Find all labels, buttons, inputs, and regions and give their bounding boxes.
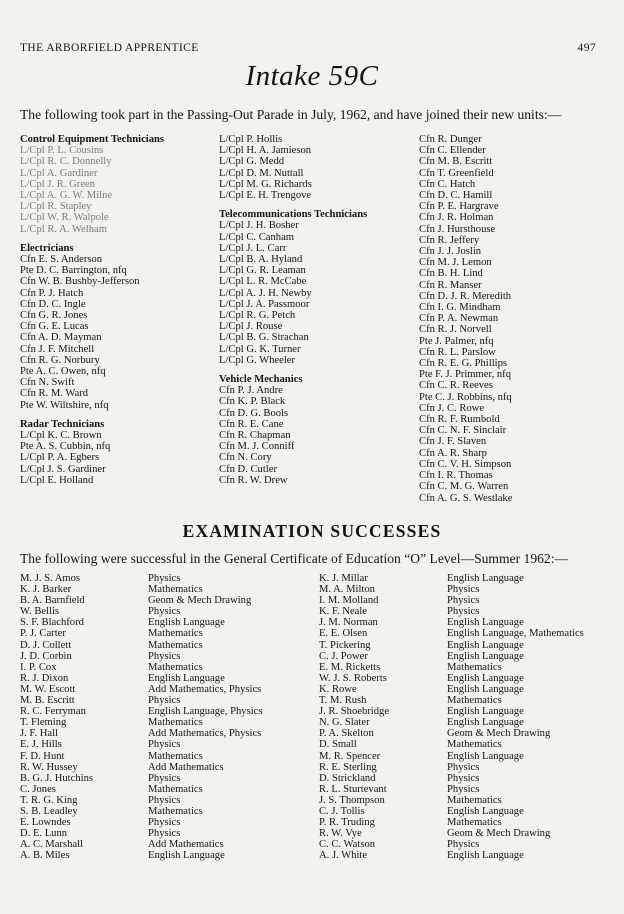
candidate-name: M. B. Escritt (20, 695, 75, 707)
apprentice-entry: Cfn M. J. Lemon (419, 257, 492, 269)
intake-column-3 (419, 134, 619, 504)
candidate-subjects: Physics (148, 739, 181, 751)
candidate-subjects: English Language (447, 573, 524, 584)
candidate-name: C. Jones (20, 783, 56, 795)
candidate-subjects: Mathematics (148, 661, 203, 673)
unit-heading: Vehicle Mechanics (219, 374, 303, 386)
apprentice-entry: L/Cpl G. Medd (219, 156, 285, 168)
candidate-subjects: Mathematics (148, 639, 203, 651)
candidate-name: K. J. Millar (319, 573, 368, 584)
candidate-name: E. Lowndes (20, 817, 71, 829)
apprentice-entry: Cfn N. Cory (219, 452, 272, 464)
candidate-name: N. G. Slater (319, 717, 370, 729)
candidate-name: E. J. Hills (20, 739, 62, 751)
section-gap (20, 235, 220, 243)
apprentice-entry: Cfn R. G. Norbury (20, 354, 100, 366)
apprentice-entry: L/Cpl A. G. W. Milne (20, 190, 113, 202)
candidate-subjects: Physics (447, 839, 480, 851)
section-gap (219, 201, 419, 209)
candidate-name: T. Fleming (20, 717, 67, 729)
apprentice-entry: Cfn D. J. R. Meredith (419, 290, 512, 302)
apprentice-entry: Cfn M. B. Escritt (419, 156, 493, 168)
apprentice-entry: Cfn C. Ellender (419, 145, 486, 157)
apprentice-entry: Cfn A. D. Mayman (20, 332, 102, 344)
candidate-subjects: Mathematics (148, 717, 203, 729)
apprentice-entry: Cfn J. Hursthouse (419, 223, 496, 235)
apprentice-entry: Cfn N. Swift (20, 377, 75, 389)
candidate-subjects: Physics (447, 783, 480, 795)
apprentice-entry: L/Cpl E. H. Trengove (219, 190, 312, 202)
apprentice-entry: Cfn R. E. G. Phillips (419, 358, 507, 370)
apprentice-entry: Cfn C. N. F. Sinclair (419, 425, 507, 437)
exam-left-names (20, 573, 148, 861)
candidate-name: B. G. J. Hutchins (20, 772, 93, 784)
candidate-name: I. M. Molland (319, 595, 379, 607)
candidate-subjects: Add Mathematics, Physics (148, 683, 262, 695)
apprentice-entry: Pte D. C. Barrington, nfq (20, 265, 127, 277)
candidate-subjects: Physics (148, 817, 181, 829)
candidate-subjects: Add Mathematics (148, 761, 224, 773)
apprentice-entry: L/Cpl G. R. Leaman (219, 265, 306, 277)
apprentice-entry: L/Cpl R. A. Welham (20, 223, 107, 235)
apprentice-entry: Cfn K. P. Black (219, 396, 286, 408)
candidate-subjects: English Language, Physics (148, 706, 263, 718)
candidate-name: A. C. Marshall (20, 839, 83, 851)
candidate-name: J. M. Norman (319, 617, 378, 629)
candidate-name: R. J. Dixon (20, 672, 69, 684)
candidate-subjects: Physics (148, 794, 181, 806)
publication-title: THE ARBORFIELD APPRENTICE (20, 42, 199, 54)
apprentice-entry: Cfn C. V. H. Simpson (419, 458, 512, 470)
candidate-subjects: Mathematics (148, 628, 203, 640)
candidate-subjects: Geom & Mech Drawing (148, 595, 252, 607)
candidate-name: D. E. Lunn (20, 828, 68, 840)
apprentice-entry: L/Cpl J. Rouse (219, 321, 283, 333)
candidate-name: K. J. Barker (20, 584, 72, 596)
candidate-name: J. R. Shoebridge (319, 706, 390, 718)
candidate-subjects: Mathematics (148, 750, 203, 762)
apprentice-entry: Cfn R. Manser (419, 279, 482, 291)
candidate-name: A. B. Miles (20, 850, 70, 862)
apprentice-entry: Cfn G. E. Lucas (20, 321, 89, 333)
candidate-name: T. Pickering (319, 639, 371, 651)
apprentice-entry: L/Cpl R. C. Donnelly (20, 156, 112, 168)
apprentice-entry: Cfn R. F. Rumbold (419, 414, 500, 426)
apprentice-entry: L/Cpl A. Gardiner (20, 167, 98, 179)
candidate-subjects: Physics (148, 695, 181, 707)
candidate-name: C. J. Power (319, 650, 368, 662)
apprentice-entry: Cfn R. E. Cane (219, 418, 284, 430)
apprentice-entry: L/Cpl B. A. Hyland (219, 254, 303, 266)
apprentice-entry: L/Cpl P. Hollis (219, 134, 283, 145)
apprentice-entry: Cfn J. F. Mitchell (20, 343, 95, 355)
intake-column-1 (20, 134, 220, 486)
apprentice-entry: Cfn J. F. Slaven (419, 436, 487, 448)
candidate-subjects: English Language (447, 850, 524, 862)
candidate-name: D. J. Collett (20, 639, 72, 651)
apprentice-entry: L/Cpl J. L. Carr (219, 242, 287, 254)
candidate-subjects: English Language (148, 850, 225, 862)
apprentice-entry: Pte W. Wiltshire, nfq (20, 399, 109, 411)
apprentice-entry: L/Cpl J. H. Bosher (219, 220, 299, 232)
apprentice-entry: Pte J. Palmer, nfq (419, 335, 494, 347)
candidate-subjects: English Language (447, 683, 524, 695)
apprentice-entry: Cfn R. W. Drew (219, 474, 288, 486)
candidate-subjects: English Language (447, 639, 524, 651)
candidate-subjects: English Language (447, 617, 524, 629)
apprentice-entry: Pte C. J. Robbins, nfq (419, 391, 512, 403)
candidate-subjects: Mathematics (447, 794, 502, 806)
apprentice-entry: Pte F. J. Primmer, nfq (419, 369, 512, 381)
intake-intro: The following took part in the Passing-Out Parade in July, 1962, and have joined their new units:— (20, 107, 562, 122)
apprentice-entry: L/Cpl A. J. H. Newby (219, 287, 312, 299)
candidate-name: W. J. S. Roberts (319, 672, 387, 684)
candidate-name: S. F. Blachford (20, 617, 84, 629)
candidate-subjects: English Language (447, 706, 524, 718)
apprentice-entry: L/Cpl L. R. McCabe (219, 276, 307, 288)
apprentice-entry: Cfn R. Dunger (419, 134, 482, 145)
apprentice-entry: L/Cpl K. C. Brown (20, 430, 102, 442)
candidate-name: R. W. Vye (319, 828, 362, 840)
candidate-subjects: English Language, Mathematics (447, 628, 584, 640)
candidate-name: K. Rowe (319, 683, 357, 695)
apprentice-entry: Cfn G. R. Jones (20, 310, 88, 322)
candidate-subjects: English Language (447, 750, 524, 762)
candidate-subjects: Mathematics (447, 661, 502, 673)
candidate-name: E. E. Olsen (319, 628, 368, 640)
candidate-subjects: Mathematics (447, 739, 502, 751)
candidate-name: E. M. Ricketts (319, 661, 381, 673)
candidate-name: S. B. Leadley (20, 805, 78, 817)
candidate-subjects: Physics (447, 761, 480, 773)
exam-right-names (319, 573, 447, 861)
candidate-subjects: Mathematics (148, 783, 203, 795)
apprentice-entry: L/Cpl J. S. Gardiner (20, 463, 106, 475)
apprentice-entry: Cfn P. J. Hatch (20, 287, 84, 299)
apprentice-entry: Cfn A. G. S. Westlake (419, 492, 513, 504)
candidate-name: D. Small (319, 739, 357, 751)
section-gap (20, 411, 220, 419)
apprentice-entry: Cfn R. Chapman (219, 430, 291, 442)
candidate-name: R. W. Hussey (20, 761, 78, 773)
candidate-name: B. A. Barnfield (20, 595, 85, 607)
candidate-name: T. M. Rush (319, 695, 367, 707)
candidate-subjects: English Language (447, 672, 524, 684)
candidate-subjects: English Language (148, 672, 225, 684)
apprentice-entry: L/Cpl H. A. Jamieson (219, 145, 312, 157)
candidate-subjects: English Language (447, 650, 524, 662)
apprentice-entry: L/Cpl B. G. Strachan (219, 332, 309, 344)
candidate-name: J. S. Thompson (319, 794, 385, 806)
candidate-subjects: Physics (447, 772, 480, 784)
apprentice-entry: L/Cpl G. K. Turner (219, 343, 301, 355)
apprentice-entry: L/Cpl G. Wheeler (219, 354, 295, 366)
section-gap (219, 366, 419, 374)
apprentice-entry: Cfn W. B. Bushby-Jefferson (20, 276, 140, 288)
apprentice-entry: Cfn M. J. Conniff (219, 441, 295, 453)
candidate-name: P. A. Skelton (319, 728, 374, 740)
apprentice-entry: L/Cpl C. Canham (219, 231, 295, 243)
candidate-subjects: Physics (447, 606, 480, 618)
apprentice-entry: Cfn D. G. Bools (219, 407, 289, 419)
candidate-subjects: Mathematics (447, 817, 502, 829)
unit-heading: Radar Technicians (20, 418, 105, 430)
apprentice-entry: Cfn A. R. Sharp (419, 447, 487, 459)
candidate-subjects: Mathematics (148, 805, 203, 817)
apprentice-entry: Pte A. S. Cubbin, nfq (20, 441, 111, 453)
exam-intro: The following were successful in the General Certificate of Education “O” Level—Summer 1962:— (20, 551, 569, 566)
candidate-name: F. D. Hunt (20, 750, 65, 762)
candidate-name: J. F. Hall (20, 728, 58, 740)
apprentice-entry: Cfn D. C. Ingle (20, 298, 86, 310)
exam-section-title: EXAMINATION SUCCESSES (182, 521, 442, 541)
apprentice-entry: Cfn D. Cutler (219, 463, 277, 475)
exam-right-subjects (447, 573, 622, 861)
candidate-subjects: Geom & Mech Drawing (447, 828, 551, 840)
candidate-subjects: English Language (447, 805, 524, 817)
candidate-name: M. R. Spencer (319, 750, 381, 762)
apprentice-entry: L/Cpl R. Stapley (20, 201, 92, 213)
apprentice-entry: Cfn C. R. Reeves (419, 380, 493, 392)
candidate-subjects: English Language (447, 717, 524, 729)
candidate-subjects: Physics (148, 606, 181, 618)
candidate-subjects: Physics (148, 573, 181, 584)
apprentice-entry: Cfn R. L. Parslow (419, 346, 496, 358)
candidate-subjects: Mathematics (148, 584, 203, 596)
apprentice-entry: Pte A. C. Owen, nfq (20, 366, 106, 378)
candidate-subjects: Geom & Mech Drawing (447, 728, 551, 740)
page-title: Intake 59C (245, 60, 379, 92)
apprentice-entry: L/Cpl J. A. Passmoor (219, 298, 310, 310)
apprentice-entry: Cfn E. S. Anderson (20, 254, 103, 266)
unit-heading: Telecommunications Technicians (219, 209, 368, 221)
candidate-name: M. J. S. Amos (20, 573, 81, 584)
candidate-subjects: Physics (148, 772, 181, 784)
intake-column-2 (219, 134, 419, 486)
candidate-name: D. Strickland (319, 772, 376, 784)
candidate-name: C. J. Tollis (319, 805, 365, 817)
apprentice-entry: Cfn J. R. Holman (419, 212, 494, 224)
apprentice-entry: Cfn J. C. Rowe (419, 402, 485, 414)
apprentice-entry: Cfn D. C. Hamill (419, 190, 493, 202)
apprentice-entry: Cfn P. E. Hargrave (419, 201, 499, 213)
apprentice-entry: Cfn T. Greenfield (419, 167, 494, 179)
candidate-name: M. W. Escott (20, 683, 76, 695)
candidate-name: W. Bellis (20, 606, 60, 618)
candidate-name: R. L. Sturtevant (319, 783, 387, 795)
apprentice-entry: Cfn I. G. Mindham (419, 302, 501, 314)
apprentice-entry: Cfn P. J. Andre (219, 385, 283, 397)
candidate-name: R. E. Sterling (319, 761, 377, 773)
candidate-name: M. A. Milton (319, 584, 375, 596)
unit-heading: Electricians (20, 242, 74, 254)
apprentice-entry: L/Cpl R. G. Petch (219, 310, 296, 322)
apprentice-entry: L/Cpl J. R. Green (20, 178, 96, 190)
candidate-subjects: Mathematics (447, 695, 502, 707)
apprentice-entry: Cfn P. A. Newman (419, 313, 499, 325)
candidate-name: I. P. Cox (20, 661, 57, 673)
candidate-name: T. R. G. King (20, 794, 78, 806)
candidate-subjects: Physics (148, 828, 181, 840)
apprentice-entry: Cfn C. Hatch (419, 178, 476, 190)
unit-heading: Control Equipment Technicians (20, 134, 165, 145)
exam-left-subjects (148, 573, 316, 861)
candidate-name: R. C. Ferryman (20, 706, 86, 718)
apprentice-entry: Cfn R. M. Ward (20, 388, 89, 400)
apprentice-entry: L/Cpl E. Holland (20, 474, 94, 486)
apprentice-entry: Cfn C. M. G. Warren (419, 481, 509, 493)
candidate-name: K. F. Neale (319, 606, 367, 618)
candidate-subjects: Physics (447, 584, 480, 596)
running-header (20, 42, 604, 58)
candidate-subjects: Add Mathematics, Physics (148, 728, 262, 740)
page-number: 497 (577, 42, 596, 54)
candidate-name: A. J. White (319, 850, 368, 862)
apprentice-entry: L/Cpl P. A. Egbers (20, 452, 100, 464)
candidate-subjects: English Language (148, 617, 225, 629)
candidate-subjects: Physics (148, 650, 181, 662)
candidate-name: P. R. Truding (319, 817, 375, 829)
apprentice-entry: Cfn B. H. Lind (419, 268, 483, 280)
apprentice-entry: Cfn J. J. Joslin (419, 246, 482, 258)
candidate-name: J. D. Corbin (20, 650, 72, 662)
apprentice-entry: Cfn R. J. Norvell (419, 324, 492, 336)
apprentice-entry: L/Cpl W. R. Walpole (20, 212, 109, 224)
apprentice-entry: Cfn R. Jeffery (419, 234, 480, 246)
apprentice-entry: Cfn I. R. Thomas (419, 470, 493, 482)
apprentice-entry: L/Cpl P. L. Cousins (20, 145, 104, 157)
candidate-name: C. C. Watson (319, 839, 376, 851)
candidate-name: P. J. Carter (20, 628, 66, 640)
apprentice-entry: L/Cpl D. M. Nuttall (219, 167, 304, 179)
candidate-subjects: Physics (447, 595, 480, 607)
apprentice-entry: L/Cpl M. G. Richards (219, 178, 312, 190)
candidate-subjects: Add Mathematics (148, 839, 224, 851)
